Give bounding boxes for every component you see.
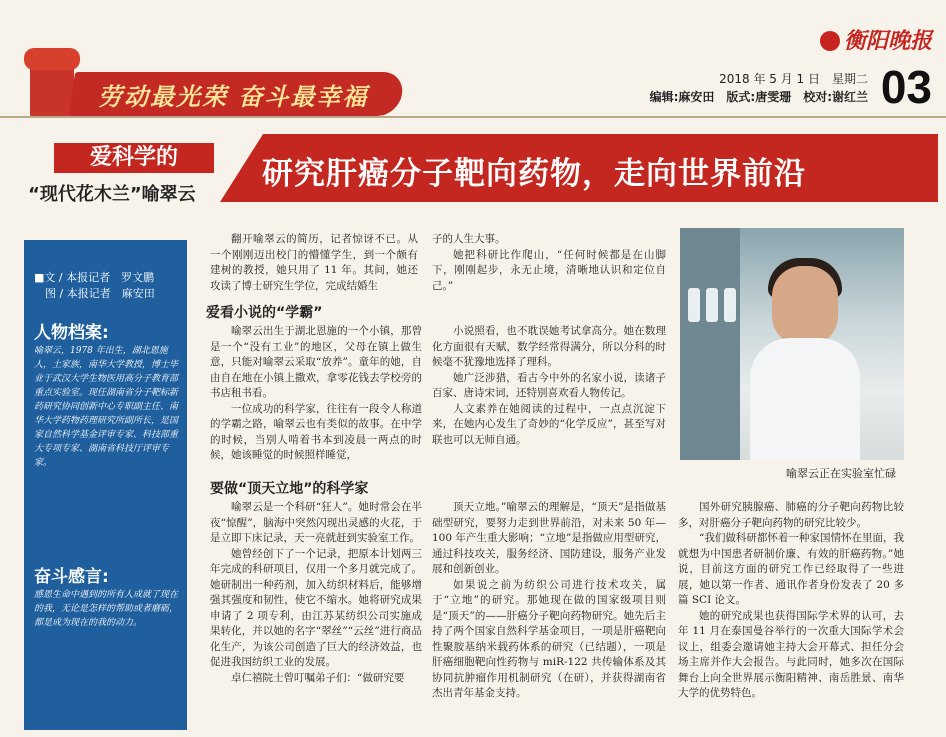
kicker: 爱科学的 xyxy=(54,143,214,173)
researcher-face xyxy=(772,266,838,346)
s2-col-2 xyxy=(432,500,666,732)
paragraph: 她把科研比作爬山，“任何时候都是在山脚下，刚刚起步，永无止境，清晰地认识和定位自己。” xyxy=(432,248,666,292)
logo-text: 衡阳晚报 xyxy=(843,28,932,54)
profile-text: 喻翠云，1978 年出生，湖北恩施人，土家族，南华大学教授，博士毕业于武汉大学生物医用高分子教育部重点实验室。现任湖南省分子靶标新药研究协同创新中心专职副主任、南华大学药物药理研究所副所长，是国家自然科学基金评审专家、科技部重大专项专家、湖南省科技厅评审专家。 xyxy=(34,346,179,468)
bottle-icon xyxy=(706,288,718,322)
lab-shelf xyxy=(680,228,740,460)
raised-fist-icon xyxy=(30,56,74,118)
s1-col-1 xyxy=(210,324,422,476)
paragraph: 喻翠云是一个科研“狂人”。她时常会在半夜“惊醒”，脑海中突然闪现出灵感的火花，于是立即下床记录，天一亮就赶到实验室工作。 xyxy=(210,501,422,544)
profile-sidebar xyxy=(24,240,187,730)
dateline xyxy=(650,70,868,106)
paragraph: 子的人生大事。 xyxy=(432,233,506,245)
paragraph: 小说照看，也不耽误她考试拿高分。她在数理化方面很有天赋，数学经常得满分，所以分科的时候毫不犹豫地选择了理科。 xyxy=(432,325,666,368)
intro-col-1: 翻开喻翠云的简历，记者惊讶不已。从一个刚刚迈出校门的懵懂学生，到一个颇有建树的教授，她只用了 11 年。其间，她还攻读了博士研究生学位，完成结婚生 xyxy=(210,233,418,292)
intro-col-2 xyxy=(432,232,666,302)
lab-coat xyxy=(750,338,860,460)
byline xyxy=(34,270,155,302)
paragraph: “我们做科研都怀着一种家国情怀在里面，我就想为中国患者研制价廉、有效的肝癌药物。”她说，目前这方面的研究工作已经取得了一些进展，她以第一作者、通讯作者身份发表了 20 多篇 SCI 论文。 xyxy=(678,532,904,606)
editor-credits: 编辑:麻安田 版式:唐雯珊 校对:谢红兰 xyxy=(649,90,868,104)
kicker-subtitle: “现代花木兰”喻翠云 xyxy=(28,184,196,205)
paragraph: 卓仁禧院士曾叮嘱弟子们：“做研究要 xyxy=(231,671,405,684)
masthead-banner xyxy=(8,22,478,110)
page-number: 03 xyxy=(880,61,932,113)
bottle-icon xyxy=(724,288,736,322)
bottle-icon xyxy=(688,288,700,322)
issue-date: 2018 年 5 月 1 日 星期二 xyxy=(719,72,868,86)
s2-col-1 xyxy=(210,500,422,732)
paragraph: 国外研究胰腺癌、肺癌的分子靶向药物比较多，对肝癌分子靶向药物的研究比较少。 xyxy=(678,501,904,529)
paragraph: 如果说之前为纺织公司进行技术攻关，属于“立地”的研究。那她现在做的国家级项目则是“顶天”的——肝癌分子靶向药物研究。她先后主持了两个国家自然科学基金项目，一项是肝癌靶向性聚胺基纳米载药体系的研究（已结题），一项是肝癌细胞靶向性药物与 miR-122 共传输体系及其协同抗肿瘤作用机制研究（在研），并获得湖南省杰出青年基金支持。 xyxy=(432,578,666,699)
newspaper-logo xyxy=(820,24,932,55)
paragraph: 人文素养在她阅读的过程中，一点点沉淀下来，在她内心发生了奇妙的“化学反应”，甚至写对联也可以无师自通。 xyxy=(432,402,666,446)
headline: 研究肝癌分子靶向药物，走向世界前沿 xyxy=(262,156,806,192)
byline-photographer: 图 / 本报记者 麻安田 xyxy=(34,287,155,300)
photo-caption: 喻翠云正在实验室忙碌 xyxy=(786,467,896,480)
lab-photo xyxy=(680,228,904,460)
paragraph: 她曾经创下了一个记录，把原本计划两三年完成的科研项目，仅用一个多月就完成了。她研制出一种药剂，加入纺织材料后，能够增强其强度和韧性，使它不缩水。她将研究成果申请了 2 项专利，由江苏某纺织公司实施成果转化，并以她的名字“翠丝”“云丝”进行商品化生产，为该公司创造了巨大的经济效益，也促进我国纺织工业的发展。 xyxy=(210,547,422,668)
quote-title: 奋斗感言: xyxy=(34,567,109,587)
logo-mark-icon xyxy=(820,31,840,51)
header-divider xyxy=(0,116,946,118)
quote-text: 感恩生命中遇到的所有人成就了现在的我，无论是怎样的帮助或者磨砺，都是成为现在的我的动力。 xyxy=(34,590,179,628)
paragraph: 一位成功的科学家，往往有一段令人称道的学霸之路，喻翠云也有类似的故事。在中学的时候，当别人啃着书本到凌晨一两点的时候，她该睡觉的时候照样睡觉， xyxy=(210,402,422,461)
paragraph: 她广泛涉猎，看古今中外的名家小说，读诸子百家、唐诗宋词，还特别喜欢看人物传记。 xyxy=(432,371,666,399)
s2-col-3 xyxy=(678,500,904,732)
section1-title: 爱看小说的“学霸” xyxy=(206,305,323,321)
paragraph: 顶天立地。”喻翠云的理解是，“顶天”是指做基础型研究，要努力走到世界前沿，对未来 50 年—100 年产生重大影响；“立地”是指做应用型研究，通过科技攻关，服务经济、国防建设，服务产业发展和创新创业。 xyxy=(432,501,666,575)
slogan: 劳动最光荣 奋斗最幸福 xyxy=(98,82,369,111)
byline-writer: ■文 / 本报记者 罗文鹏 xyxy=(34,271,155,284)
paragraph: 喻翠云出生于湖北恩施的一个小镇，那曾是一个“没有工业”的地区，父母在镇上做生意，只能对喻翠云采取“放养”。童年的她，自由自在地在小镇上撒欢，拿零花钱去学校旁的书店租书看。 xyxy=(210,325,422,399)
profile-title: 人物档案: xyxy=(34,323,109,343)
section2-title: 要做“顶天立地”的科学家 xyxy=(210,481,369,497)
paragraph: 她的研究成果也获得国际学术界的认可，去年 11 月在泰国曼谷举行的一次重大国际学术会议上，组委会邀请她主持大会开幕式、担任分会场主席并作大会报告。与此同时，她多次在国际舞台上向全世界展示衡阳精神、南岳胜景、南华大学的优势特色。 xyxy=(678,609,904,699)
s1-col-2 xyxy=(432,324,666,476)
